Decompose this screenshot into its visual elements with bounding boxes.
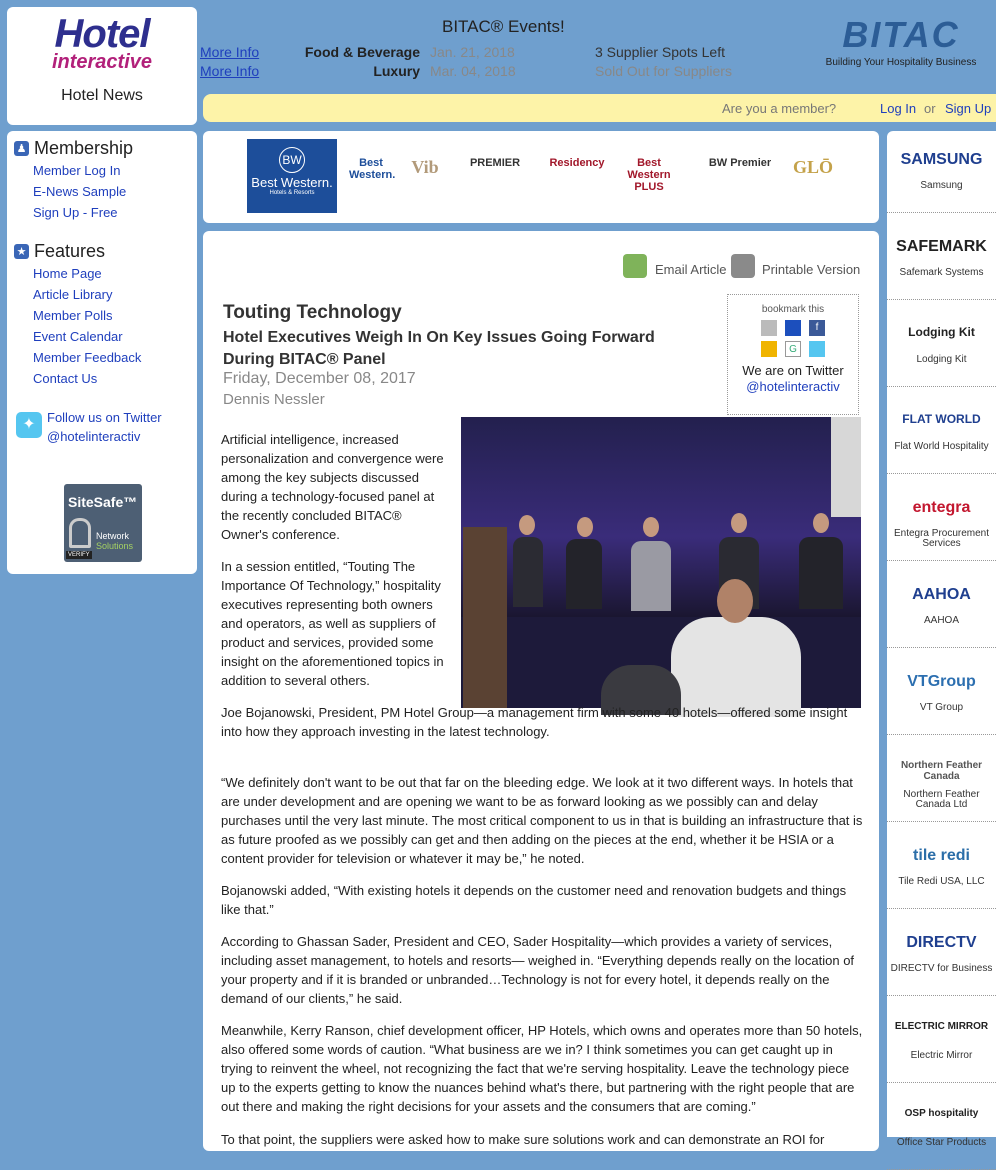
sidebar-item-contact-us[interactable]: Contact Us (33, 371, 98, 386)
section-title: Hotel News (61, 87, 143, 104)
sponsor-name[interactable]: Northern Feather Canada Ltd (903, 789, 980, 810)
printer-icon[interactable] (731, 254, 755, 278)
sponsor-item[interactable] (887, 566, 996, 648)
sponsor-item[interactable] (887, 1088, 996, 1170)
sponsor-item[interactable] (887, 740, 996, 822)
sponsor-name[interactable]: Samsung (920, 180, 963, 191)
photo-panelist-head (731, 513, 747, 533)
article-paragraph: “We definitely don't want to be out that far on the bleeding edge. We look at it two different ways. In hotels that are under development and are opening we want to be as forward looking as we possibly can and delay purchases until the very last minute. The most critical component to us in that is building an infrastructure that is as future proofed as we possibly can get and then adding on the pieces at the end, whether it be HSIA or a content provider for television or whatever it may be,” he noted. (221, 775, 863, 866)
digg-icon[interactable] (761, 320, 777, 336)
event-row (200, 44, 800, 64)
signup-link[interactable]: Sign Up (945, 101, 992, 116)
brand-strip (203, 131, 879, 223)
logo-interactive[interactable]: interactive (51, 51, 153, 73)
event-more-info-link[interactable]: More Info (200, 44, 260, 60)
sponsor-name[interactable]: Lodging Kit (916, 354, 967, 365)
bw-initials: BW (279, 147, 305, 173)
sponsor-item[interactable] (887, 392, 996, 474)
photo-panelist-head (519, 515, 535, 535)
sponsor-logo[interactable]: tile redi (913, 847, 970, 864)
photo-panelist (799, 537, 843, 609)
follow-twitter-link[interactable]: Follow us on Twitter (47, 410, 162, 425)
sponsor-item[interactable] (887, 1001, 996, 1083)
events-panel (200, 7, 796, 87)
bitac-logo[interactable]: BITAC (842, 14, 960, 55)
features-heading-label: Features (34, 241, 106, 261)
sponsor-name[interactable]: DIRECTV for Business (890, 963, 993, 974)
article-paragraph: In a session entitled, “Touting The Importance Of Technology,” hospitality executives representing both owners and operators, as well as suppliers of product and services, provided some insight on the aforementioned topics in addition to several others. (221, 559, 444, 688)
photo-panelist-head (813, 513, 829, 533)
bookmark-label: bookmark this (761, 304, 825, 315)
features-heading (14, 241, 105, 262)
user-icon: ♟ (14, 141, 29, 156)
email-icon[interactable] (623, 254, 647, 278)
bookmark-box (727, 294, 859, 415)
sidebar-item-enews-sample[interactable]: E-News Sample (33, 184, 127, 199)
bw-name: Best Western. (251, 175, 333, 190)
star-icon: ★ (14, 244, 29, 259)
sponsor-item[interactable] (887, 131, 996, 213)
lock-icon (69, 518, 91, 548)
left-sidebar (7, 131, 197, 574)
article-paragraph: Artificial intelligence, increased personalization and convergence were among the key subjects discussed during a technology-focused panel at the recently concluded BITAC® Owner's conference. (221, 432, 444, 542)
membership-heading (14, 138, 133, 159)
photo-panelist (566, 539, 602, 609)
sidebar-item-home[interactable]: Home Page (33, 266, 102, 281)
brand-logo[interactable]: Residency (549, 157, 605, 169)
article-paragraph: Joe Bojanowski, President, PM Hotel Group—a management firm with some 40 hotels—offered some insight into how they approach investing in the latest technology. (221, 705, 848, 739)
article-photo (461, 417, 861, 708)
sponsor-item[interactable] (887, 218, 996, 300)
logo-hotel[interactable]: Hotel (54, 12, 150, 56)
sponsor-item[interactable] (887, 914, 996, 996)
article-paragraph: Bojanowski added, “With existing hotels it depends on the customer need and renovation budgets and things like that.” (221, 883, 847, 917)
facebook-icon[interactable]: f (809, 320, 825, 336)
sitesafe-solutions: Solutions (96, 541, 134, 551)
sidebar-item-article-library[interactable]: Article Library (33, 287, 113, 302)
sponsor-logo[interactable]: SAFEMARK (896, 238, 987, 255)
printable-version-link[interactable]: Printable Version (762, 262, 861, 277)
article-author: Dennis Nessler (223, 391, 325, 408)
sidebar-item-event-calendar[interactable]: Event Calendar (33, 329, 123, 344)
photo-panelist (631, 541, 671, 611)
photo-panelist-head (577, 517, 593, 537)
member-question: Are you a member? (722, 101, 837, 116)
sponsor-name[interactable]: Entegra Procurement Services (893, 528, 990, 549)
sponsor-name[interactable]: Tile Redi USA, LLC (898, 876, 985, 887)
sponsor-logo[interactable]: Lodging Kit (908, 325, 975, 339)
photo-screen (831, 417, 861, 517)
brand-logo[interactable]: GLŌ (792, 157, 833, 177)
twitter-share-icon[interactable] (809, 341, 825, 357)
photo-audience-member (671, 617, 801, 717)
article-paragraph: According to Ghassan Sader, President and CEO, Sader Hospitality—which provides a variety of services, including asset management, to hotels and resorts— weighed in. “Everything depends really on the location of your property and if it is branded or unbranded…Technology is not for every hotel, it depends really on the demand of our clients,” he said. (221, 934, 855, 1006)
sponsor-logo[interactable]: AAHOA (912, 586, 971, 603)
sponsor-name[interactable]: VT Group (919, 702, 964, 713)
photo-audience-head (717, 579, 753, 623)
login-link[interactable]: Log In (880, 101, 917, 116)
article-paragraph: Meanwhile, Kerry Ranson, chief development officer, HP Hotels, which owns and operates more than 50 hotels, also offered some words of caution. “What business are we in? I think sometimes you can get caught up in trying to reinvent the wheel, not recognizing the fact that we're serving hospitality. Leave the technology piece up to the experts getting to know the nuances behind what's there, but partnering with the right people that are out there and making the right decisions for your assets and the consumers that are coming.” (221, 1023, 863, 1114)
sidebar-item-signup[interactable]: Sign Up - Free (33, 205, 118, 220)
bw-sub: Hotels & Resorts (269, 190, 315, 196)
twitter-handle-link[interactable]: @hotelinteractiv (47, 429, 141, 444)
sponsor-name[interactable]: AAHOA (923, 615, 959, 626)
brand-logo[interactable]: PREMIER (469, 157, 521, 169)
photo-panelist-head (643, 517, 659, 537)
event-status: 3 Supplier Spots Left (595, 44, 725, 60)
bookmark-icons-row-2 (728, 341, 858, 357)
sitesafe-badge[interactable] (64, 484, 142, 562)
sidebar-item-member-login[interactable]: Member Log In (33, 163, 121, 178)
article-paragraph: To that point, the suppliers were asked how to make sure solutions work and can demonstrate an ROI for (221, 1132, 825, 1147)
or-text: or (924, 101, 936, 116)
brand-logo[interactable]: BW Premier (708, 157, 772, 169)
site-logo-panel (7, 7, 197, 125)
sponsor-logo[interactable]: OSP hospitality (904, 1108, 979, 1119)
sponsor-logo[interactable]: VTGroup (907, 673, 976, 690)
event-more-info-link[interactable]: More Info (200, 63, 260, 79)
sitesafe-sub (96, 531, 133, 551)
sponsor-logo[interactable]: SAMSUNG (900, 151, 983, 168)
sponsor-item[interactable] (887, 653, 996, 735)
article-panel (203, 231, 879, 1151)
sponsor-logo[interactable]: DIRECTV (906, 934, 977, 951)
sponsor-name[interactable]: Flat World Hospitality (894, 441, 989, 452)
email-article-link[interactable]: Email Article (655, 262, 727, 277)
event-status: Sold Out for Suppliers (595, 63, 732, 79)
photo-podium (463, 527, 507, 708)
sitesafe-network: Network (96, 531, 130, 541)
member-bar (203, 94, 996, 122)
article-title: Touting Technology (223, 302, 402, 323)
bookmark-twitter-text: We are on Twitter (742, 363, 844, 378)
sponsor-name[interactable]: Office Star Products (896, 1137, 987, 1148)
bitac-logo-panel[interactable] (806, 7, 996, 87)
brand-logo[interactable]: Vib (411, 157, 439, 177)
event-category: Luxury (373, 63, 420, 79)
sitesafe-verify: VERIFY (68, 552, 90, 558)
sidebar-item-member-feedback[interactable]: Member Feedback (33, 350, 142, 365)
membership-heading-label: Membership (34, 138, 134, 158)
sponsor-name[interactable]: Safemark Systems (899, 267, 984, 278)
article-date: Friday, December 08, 2017 (223, 370, 416, 387)
sponsor-item[interactable] (887, 305, 996, 387)
sponsor-logo[interactable]: entegra (912, 499, 971, 516)
bookmark-twitter-handle[interactable]: @hotelinteractiv (746, 379, 840, 394)
sponsor-logo[interactable]: FLAT WORLD (902, 412, 981, 426)
sponsor-name[interactable]: Electric Mirror (910, 1050, 973, 1061)
brand-logo[interactable]: Best Western. (349, 157, 396, 181)
events-title: BITAC® Events! (442, 17, 565, 36)
event-row (200, 63, 800, 83)
google-icon[interactable]: G (785, 341, 801, 357)
article-subtitle: Hotel Executives Weigh In On Key Issues Going Forward During BITAC® Panel (223, 329, 655, 368)
bitac-tagline: Building Your Hospitality Business (825, 57, 977, 68)
bookmark-save-icon[interactable] (761, 341, 777, 357)
event-date: Jan. 21, 2018 (430, 44, 515, 60)
sponsor-item[interactable] (887, 827, 996, 909)
sponsor-logo[interactable]: Northern Feather Canada (900, 760, 983, 782)
sponsor-item[interactable] (887, 479, 996, 561)
twitter-icon[interactable]: ✦ (16, 412, 42, 438)
delicious-icon[interactable] (785, 320, 801, 336)
sidebar-item-member-polls[interactable]: Member Polls (33, 308, 113, 323)
best-western-main-logo[interactable] (247, 139, 337, 213)
sponsors-column (887, 131, 996, 1148)
sponsor-logo[interactable]: ELECTRIC MIRROR (894, 1021, 989, 1032)
event-date: Mar. 04, 2018 (430, 63, 516, 79)
photo-panelist (513, 537, 543, 607)
brand-logo[interactable]: Best Western PLUS (627, 157, 671, 193)
event-category: Food & Beverage (304, 44, 420, 60)
sitesafe-title: SiteSafe™ (68, 494, 138, 510)
bookmark-icons-row-1 (728, 320, 858, 336)
